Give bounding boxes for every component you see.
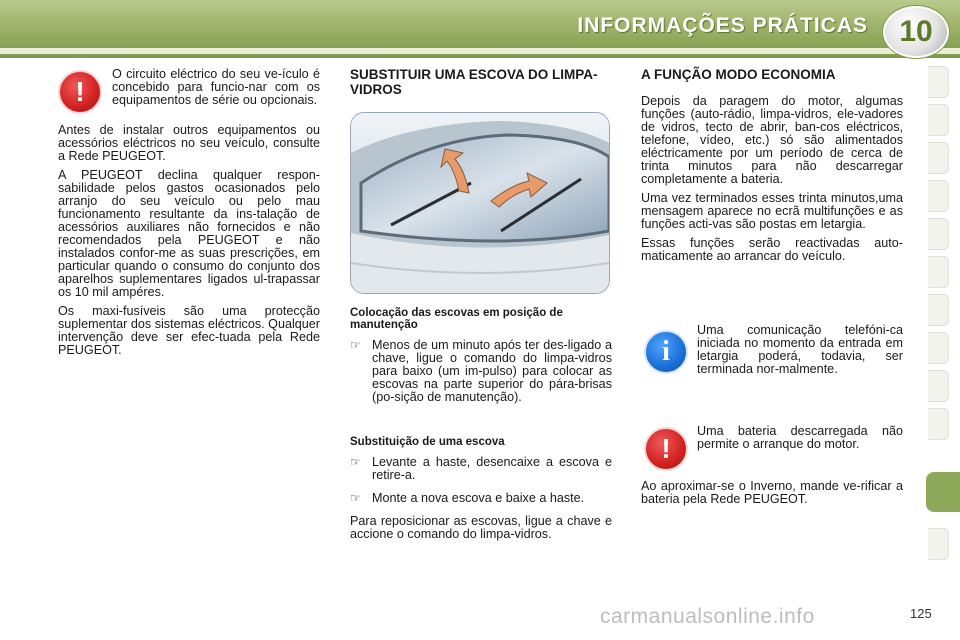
info-icon: i (644, 330, 688, 374)
chapter-tab[interactable] (928, 66, 949, 98)
chapter-tab[interactable] (928, 142, 949, 174)
middle-title-block (350, 67, 610, 97)
left-paragraph-1: Antes de instalar outros equipamentos ou acessórios eléctricos no seu veículo, consulte a Rede PEUGEOT. (58, 123, 320, 163)
chapter-tab[interactable] (928, 528, 949, 560)
maintenance-step-text: Menos de um minuto após ter des-ligado a chave, ligue o comando do limpa-vidros para baixo (um im-pulso) para colocar as escovas na parte superior do pára-brisas (po-sição de manutenção). (372, 338, 612, 404)
battery-warning-text: Uma bateria descarregada não permite o arranque do motor. (697, 424, 903, 451)
windscreen-wiper-photo (350, 112, 610, 294)
header-stripe (0, 48, 960, 54)
watermark: carmanualsonline.info (600, 605, 815, 628)
economy-mode-section (641, 67, 903, 269)
left-column (58, 124, 320, 363)
chapter-tab[interactable] (928, 104, 949, 136)
hand-pointer-icon: ☞ (350, 338, 361, 352)
info-note (697, 324, 903, 382)
left-paragraph-3: Os maxi-fusíveis são uma protecção suplementar dos sistemas eléctricos. Qualquer intervenção deve ser efec-tuada pela Rede PEUGEOT. (58, 304, 320, 357)
winter-text: Ao aproximar-se o Inverno, mande ve-rificar a bateria pela Rede PEUGEOT. (641, 479, 903, 506)
maintenance-heading: Colocação das escovas em posição de manutenção (350, 307, 563, 331)
replacement-step-text: Monte a nova escova e baixe a haste. (372, 491, 585, 505)
chapter-number: 10 (899, 15, 933, 48)
replacement-step (350, 456, 612, 482)
chapter-tab[interactable] (928, 408, 949, 440)
chapter-tab[interactable] (928, 218, 949, 250)
chapter-tab[interactable] (928, 370, 949, 402)
page-title: INFORMAÇÕES PRÁTICAS (577, 14, 868, 37)
chapter-tabs (928, 66, 960, 576)
left-warning-note (112, 68, 320, 113)
chapter-badge (883, 6, 949, 58)
maintenance-position-section (350, 307, 612, 414)
info-text: Uma comunicação telefóni-ca iniciada no momento da entrada em letargia poderá, todavia, ser terminada nor-malmente. (697, 323, 903, 376)
hand-pointer-icon: ☞ (350, 491, 361, 505)
replacement-section (350, 436, 612, 547)
replacement-closing: Para reposicionar as escovas, ligue a chave e accione o comando do limpa-vidros. (350, 514, 612, 541)
section-title-economy: A FUNÇÃO MODO ECONOMIA (641, 67, 836, 82)
windscreen-illustration (351, 113, 609, 293)
chapter-tab-active[interactable] (926, 472, 960, 512)
left-paragraph-2: A PEUGEOT declina qualquer respon-sabilidade pelos gastos ocasionados pelo arranjo do seu veículo ou pelo mau funcionamento resultante da ins-talação de acessórios auxiliares não fornecidos e não recomendados pela PEUGEOT e não instalados confor-me as suas prescrições, em particular quando o consumo do conjunto dos aparelhos suplementares ligados ul-trapassar os 10 mil ampéres. (58, 168, 320, 299)
warning-icon: ! (58, 70, 102, 114)
chapter-tab[interactable] (928, 256, 949, 288)
page-number: 125 (910, 606, 932, 621)
hand-pointer-icon: ☞ (350, 455, 361, 469)
economy-paragraph-3: Essas funções serão reactivadas auto-maticamente ao arrancar do veículo. (641, 236, 903, 263)
winter-note (641, 480, 903, 512)
economy-paragraph-2: Uma vez terminados esses trinta minutos,uma mensagem aparece no ecrã multifunções e as funções acti-vas são postas em letargia. (641, 191, 903, 231)
economy-paragraph-1: Depois da paragem do motor, algumas funções (auto-rádio, limpa-vidros, ele-vadores de vidros, tecto de abrir, ban-cos eléctricos, telefone, vídeo, etc.) só são alimentados eléctricamente por um período de cerca de trinta minutos para não descarregar completamente a bateria. (641, 94, 903, 186)
chapter-tab[interactable] (928, 332, 949, 364)
chapter-tab[interactable] (928, 180, 949, 212)
warning-text: O circuito eléctrico do seu ve-ículo é concebido para funcio-nar com os equipamentos de série ou opcionais. (112, 67, 320, 107)
battery-warning-note (697, 425, 903, 457)
replacement-heading: Substituição de uma escova (350, 436, 505, 448)
section-title-wiper: SUBSTITUIR UMA ESCOVA DO LIMPA-VIDROS (350, 67, 598, 97)
warning-icon: ! (644, 427, 688, 471)
replacement-step (350, 492, 612, 505)
replacement-step-text: Levante a haste, desencaixe a escova e retire-a. (372, 455, 612, 482)
maintenance-step (350, 339, 612, 404)
chapter-tab[interactable] (928, 294, 949, 326)
